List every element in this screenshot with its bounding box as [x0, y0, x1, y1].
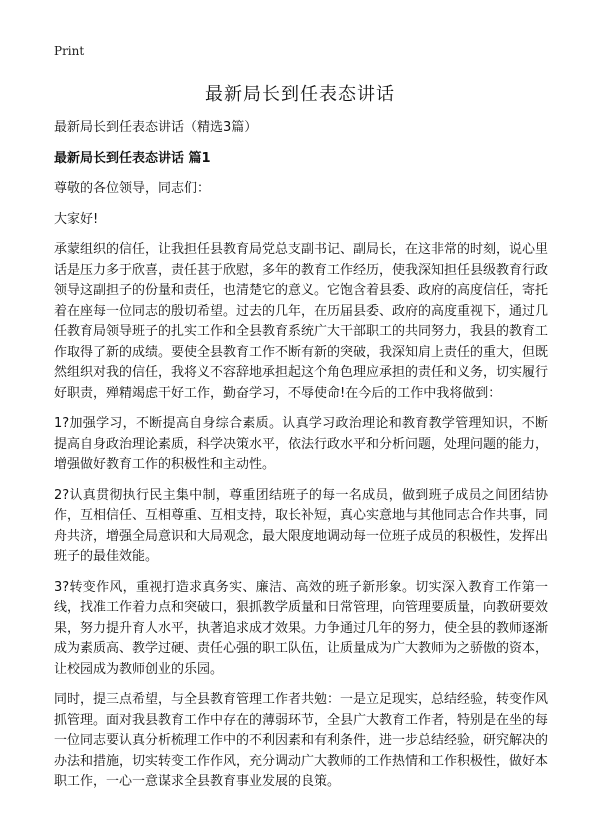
- print-link[interactable]: Print: [54, 44, 85, 58]
- document-subtitle: 最新局长到任表态讲话（精选3篇）: [54, 120, 258, 135]
- salutation: 尊敬的各位领导，同志们：: [54, 181, 211, 196]
- paragraph: 2?认真贯彻执行民主集中制，尊重团结班子的每一名成员，做到班子成员之间团结协作，互相信任、互相尊重、互相支持，取长补短，真心实意地与其他同志合作共事，同舟共济，增强全局意识和大局观念，最大限度地调动每一位班子成员的积极性，发挥出班子的最佳效能。: [54, 487, 549, 564]
- paragraph: 3?转变作风，重视打造求真务实、廉洁、高效的班子新形象。切实深入教育工作第一线，找准工作着力点和突破口，狠抓教学质量和日常管理，向管理要质量，向教研要效果，努力提升育人水平，执著追求成才效果。力争通过几年的努力，使全县的教师逐渐成为素质高、教学过硬、责任心强的职工队伍，让质量成为广大教师为之骄傲的资本，让校园成为教师创业的乐园。: [54, 579, 549, 677]
- section-heading: 最新局长到任表态讲话 篇1: [54, 150, 211, 166]
- paragraph: 1?加强学习，不断提高自身综合素质。认真学习政治理论和教育教学管理知识，不断提高自身政治理论素质，科学决策水平，依法行政水平和分析问题，处理问题的能力，增强做好教育工作的积极性和主动性。: [54, 416, 549, 472]
- document-body: [54, 118, 548, 803]
- paragraph: 同时，提三点希望，与全县教育管理工作者共勉：一是立足现实，总结经验，转变作风抓管理。面对我县教育工作中存在的薄弱环节，全县广大教育工作者，特别是在坐的每一位同志要认真分析梳理工作中的不利因素和有利条件，进一步总结经验，研究解决的办法和措施，切实转变工作作风，充分调动广大教师的工作热情和工作积极性，做好本职工作，一心一意谋求全县教育事业发展的良策。: [54, 692, 549, 789]
- document-title: 最新局长到任表态讲话: [205, 84, 395, 105]
- paragraph: 承蒙组织的信任，让我担任县教育局党总支副书记、副局长，在这非常的时刻，说心里话是压力多于欣喜，责任甚于欣慰，多年的教育工作经历，使我深知担任县级教育行政领导这副担子的份量和责任，也清楚它的意义。它饱含着县委、政府的高度信任，寄托着在座每一位同志的殷切希望。过去的几年，在历届县委、政府的高度重视下，通过几任教育局领导班子的扎实工作和全县教育系统广大干部职工的共同努力，我县的教育工作取得了新的成绩。要使全县教育工作不断有新的突破，我深知肩上责任的重大，但既然组织对我的信任，我将义不容辞地承担起这个角色理应承担的责任和义务，切实履行好职责，殚精竭虑干好工作，勤奋学习，不辱使命!在今后的工作中我将做到：: [54, 242, 549, 401]
- greeting: 大家好!: [54, 211, 99, 227]
